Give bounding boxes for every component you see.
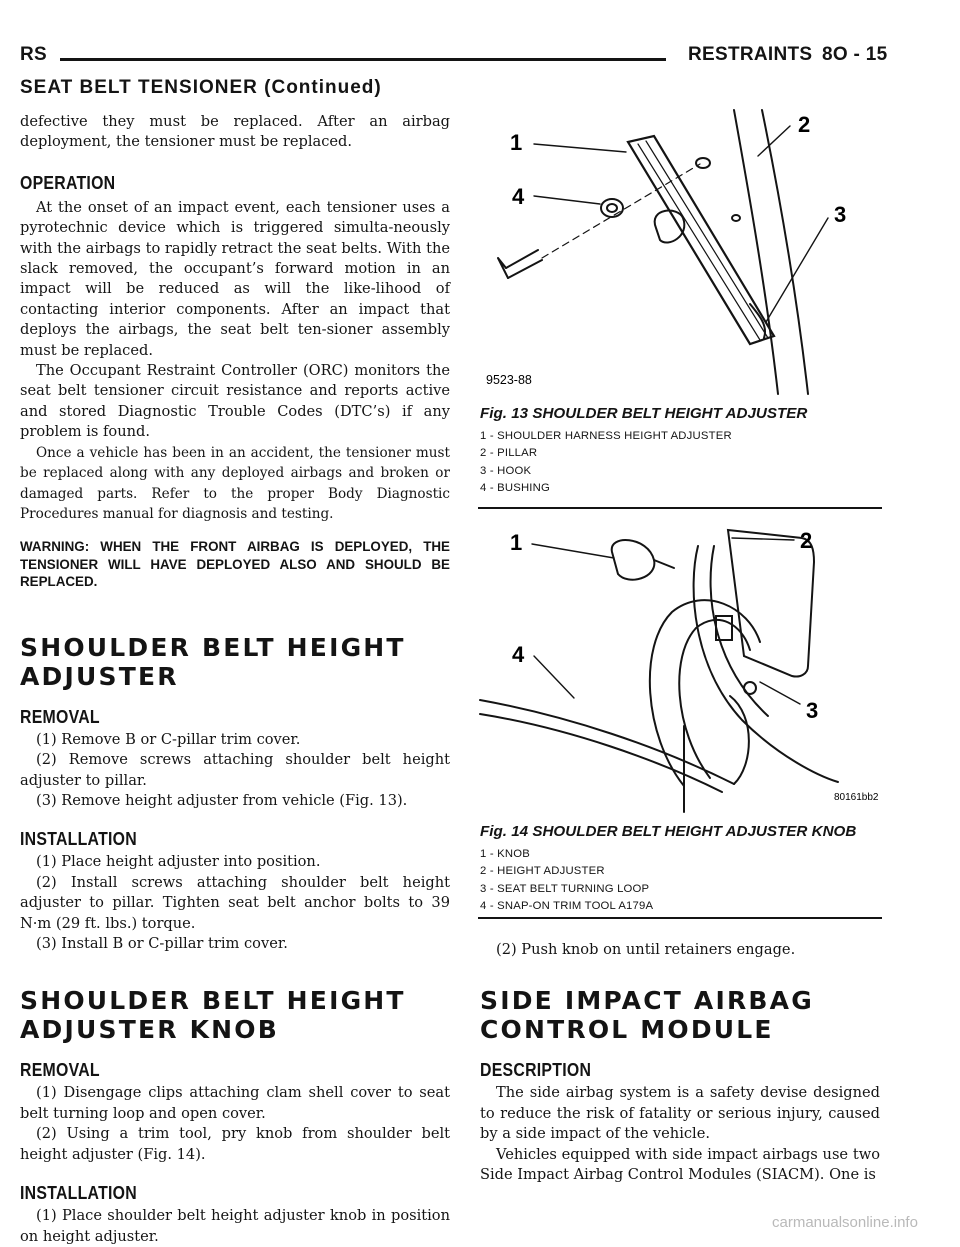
sbha-install-step-3: (3) Install B or C-pillar trim cover. xyxy=(36,935,288,953)
sbha-title xyxy=(20,633,450,691)
siacm-paragraph-1: The side airbag system is a safety devise designed to reduce the risk of fatality or serious injury, caused by a side impact of the vehicle. xyxy=(480,1084,880,1143)
warning-text: WARNING: WHEN THE FRONT AIRBAG IS DEPLOYED, THE TENSIONER WILL HAVE DEPLOYED ALSO AND SHOULD BE REPLACED. xyxy=(20,539,450,590)
siacm-paragraph-2: Vehicles equipped with side impact airbags use two Side Impact Airbag Control Modules (SIACM). One is xyxy=(480,1145,880,1184)
continued-heading: SEAT BELT TENSIONER (Continued) xyxy=(20,77,382,98)
fig14-rule xyxy=(478,917,882,919)
knob-title-line-2: ADJUSTER KNOB xyxy=(20,1015,279,1045)
fig14-callout-4: 4 xyxy=(512,642,525,667)
operation-paragraph-2: The Occupant Restraint Controller (ORC) monitors the seat belt tensioner circuit resistance and reports active and stored Diagnostic Trouble Codes (DTC’s) if any problem is found. xyxy=(20,362,450,441)
header-page-number: 8O - 15 xyxy=(822,44,888,65)
fig13-callout-2: 2 xyxy=(798,112,811,137)
sbha-title-line-1: SHOULDER BELT HEIGHT xyxy=(20,632,406,662)
knob-removal-step-2: (2) Using a trim tool, pry knob from shoulder belt height adjuster (Fig. 14). xyxy=(20,1125,450,1163)
fig13-illustration xyxy=(478,108,882,396)
fig13-callout-3: 3 xyxy=(834,202,847,227)
fig14-callout-3: 3 xyxy=(806,698,819,723)
fig14-callout-2: 2 xyxy=(800,528,813,553)
watermark: carmanualsonline.info xyxy=(772,1214,918,1231)
fig14-legend-2: 2 - HEIGHT ADJUSTER xyxy=(480,865,605,878)
sbha-install-heading: INSTALLATION xyxy=(20,829,137,850)
operation-paragraph-1: At the onset of an impact event, each tensioner uses a pyrotechnic device which is triggered simulta-neously with the airbags to rapidly retract the seat belts. With the slack removed, the occupant’s forward motion in an impact will be reduced as will the like-lihood of contacting interior components. After an impact that deploys the airbags, the seat belt ten-sioner assembly must be replaced. xyxy=(20,198,450,359)
right-column-text xyxy=(480,940,880,1185)
fig13-callout-1: 1 xyxy=(510,130,523,155)
fig13-rule xyxy=(478,507,882,509)
sbha-removal-heading: REMOVAL xyxy=(20,706,100,727)
sbha-removal-step-3: (3) Remove height adjuster from vehicle (Fig. 13). xyxy=(36,792,408,810)
sbha-title-line-2: ADJUSTER xyxy=(20,661,179,691)
left-column xyxy=(20,112,450,1247)
fig14-legend-4: 4 - SNAP-ON TRIM TOOL A179A xyxy=(480,899,654,912)
fig14-legend-3: 3 - SEAT BELT TURNING LOOP xyxy=(480,882,650,895)
fig14-legend-1: 1 - KNOB xyxy=(480,848,530,860)
sbha-removal-step-1: (1) Remove B or C-pillar trim cover. xyxy=(36,730,301,748)
header-code: RS xyxy=(20,44,47,65)
sbha-install-step-2: (2) Install screws attaching shoulder belt height adjuster to pillar. Tighten seat belt anchor bolts to 39 N·m (29 ft. lbs.) torque. xyxy=(20,873,450,932)
knob-install-step-2: (2) Push knob on until retainers engage. xyxy=(496,941,796,958)
fig13-legend-1: 1 - SHOULDER HARNESS HEIGHT ADJUSTER xyxy=(480,430,732,442)
fig13-legend-4: 4 - BUSHING xyxy=(480,481,550,494)
header-rule xyxy=(60,58,666,61)
siacm-title xyxy=(480,986,880,1044)
fig14-callout-1: 1 xyxy=(510,530,523,555)
siacm-title-line-2: CONTROL MODULE xyxy=(480,1015,774,1045)
fig14-caption-block xyxy=(480,823,880,915)
operation-heading: OPERATION xyxy=(20,172,116,193)
knob-install-step-1: (1) Place shoulder belt height adjuster knob in position on height adjuster. xyxy=(20,1207,450,1245)
siacm-title-line-1: SIDE IMPACT AIRBAG xyxy=(480,986,814,1016)
operation-paragraph-3: Once a vehicle has been in an accident, the tensioner must be replaced along with any deployed airbags and broken or damaged parts. Refer to the proper Body Diagnostic Procedures manual for diagnosis and testing. xyxy=(20,444,450,522)
fig14-caption: Fig. 14 SHOULDER BELT HEIGHT ADJUSTER KNOB xyxy=(480,823,857,840)
fig13-code: 9523-88 xyxy=(486,373,532,387)
fig13-legend-3: 3 - HOOK xyxy=(480,464,532,477)
fig13-caption-block xyxy=(480,405,880,497)
fig13-legend-2: 2 - PILLAR xyxy=(480,447,538,460)
intro-paragraph: defective they must be replaced. After an airbag deployment, the tensioner must be replaced. xyxy=(20,113,450,151)
sbha-removal-step-2: (2) Remove screws attaching shoulder belt height adjuster to pillar. xyxy=(20,751,450,789)
fig13-caption: Fig. 13 SHOULDER BELT HEIGHT ADJUSTER xyxy=(480,405,808,422)
knob-title xyxy=(20,986,450,1044)
fig13-callout-4: 4 xyxy=(512,184,525,209)
knob-title-line-1: SHOULDER BELT HEIGHT xyxy=(20,986,406,1016)
fig14-illustration xyxy=(478,516,882,816)
fig14-code: 80161bb2 xyxy=(834,792,879,803)
knob-install-heading: INSTALLATION xyxy=(20,1183,137,1204)
knob-removal-heading: REMOVAL xyxy=(20,1060,100,1081)
header-section: RESTRAINTS xyxy=(688,44,813,65)
sbha-install-step-1: (1) Place height adjuster into position. xyxy=(36,853,321,871)
knob-removal-step-1: (1) Disengage clips attaching clam shell cover to seat belt turning loop and open cover. xyxy=(20,1084,450,1122)
siacm-description-heading: DESCRIPTION xyxy=(480,1060,592,1081)
